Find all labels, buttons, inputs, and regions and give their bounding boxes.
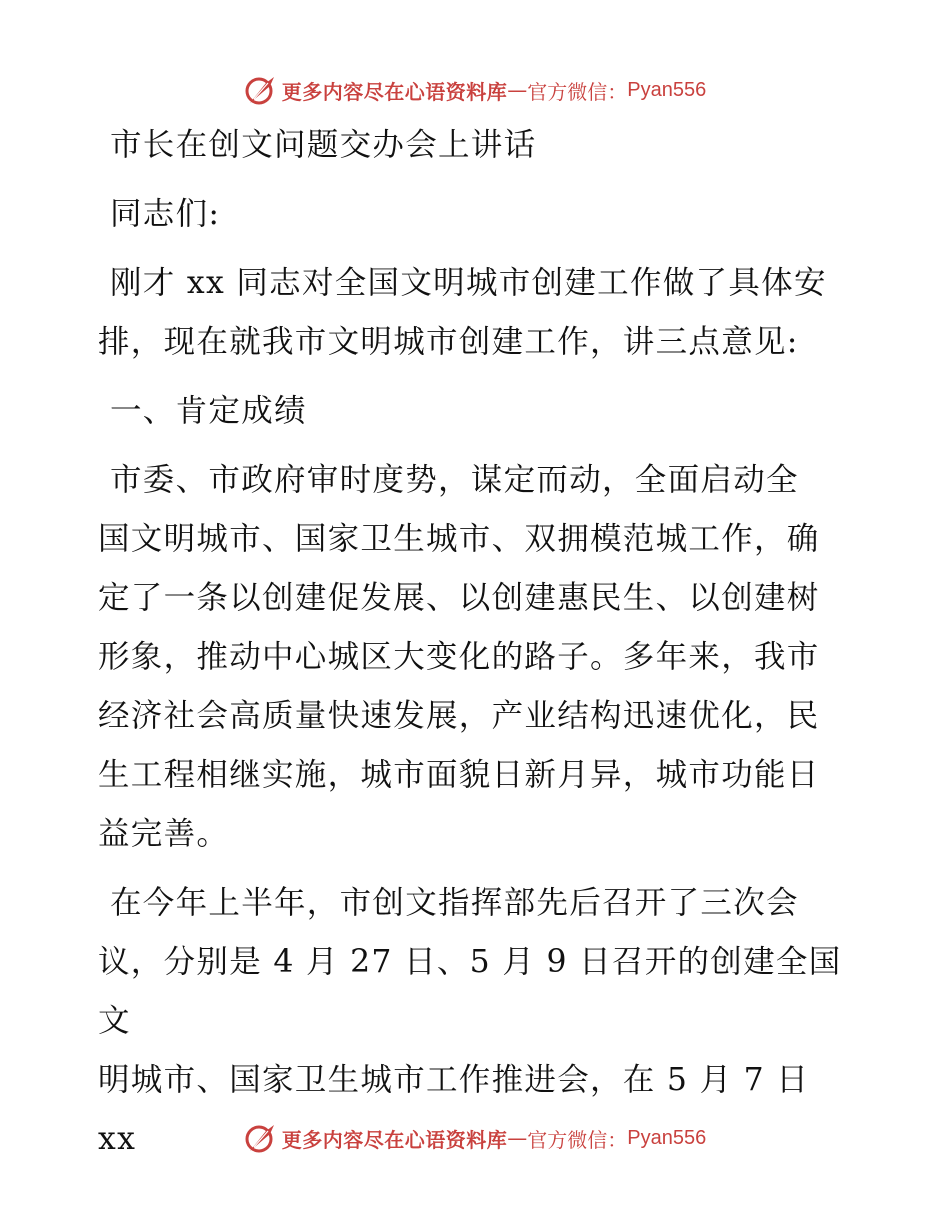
text-line: 形象，推动中心城区大变化的路子。多年来，我市 <box>98 639 820 675</box>
text-line: 刚才 xx 同志对全国文明城市创建工作做了具体安 <box>110 265 827 301</box>
text-line: 明城市、国家卫生城市工作推进会，在 5 月 7 日 xx <box>98 1062 810 1157</box>
text-line: 经济社会高质量快速发展，产业结构迅速优化，民 <box>98 698 820 734</box>
text-line: 生工程相继实施，城市面貌日新月异，城市功能日 <box>98 757 820 793</box>
quill-logo-icon <box>244 73 278 107</box>
text-line: 市委、市政府审时度势，谋定而动，全面启动全 <box>110 462 799 498</box>
watermark-wechat-id: Pyan556 <box>627 78 707 101</box>
text-line: 在今年上半年，市创文指挥部先后召开了三次会 <box>110 885 799 921</box>
intro-paragraph <box>98 254 858 372</box>
text-line: 定了一条以创建促发展、以创建惠民生、以创建树 <box>98 580 820 616</box>
section-heading: 一、肯定成绩 <box>110 393 307 429</box>
text-line: 益完善。 <box>98 816 230 852</box>
salutation: 同志们: <box>110 196 221 232</box>
watermark-banner-top <box>0 70 950 110</box>
document-title: 市长在创文问题交办会上讲话 <box>110 127 537 163</box>
watermark-separator: — <box>507 78 528 102</box>
watermark-label: 官方微信： <box>527 1127 628 1152</box>
watermark-main-text: 更多内容尽在心语资料库 <box>281 1127 508 1152</box>
watermark-banner-bottom <box>0 1118 950 1158</box>
paragraph-achievements <box>98 451 858 864</box>
watermark-label: 官方微信： <box>527 79 628 104</box>
document-body <box>98 116 858 1169</box>
text-line: 国文明城市、国家卫生城市、双拥模范城工作，确 <box>98 521 820 557</box>
text-line: 排，现在就我市文明城市创建工作，讲三点意见: <box>98 324 799 360</box>
watermark-main-text: 更多内容尽在心语资料库 <box>281 79 508 104</box>
text-line: 议，分别是 4 月 27 日、5 月 9 日召开的创建全国文 <box>98 944 842 1039</box>
watermark-separator: — <box>507 1126 528 1150</box>
quill-logo-icon <box>244 1121 278 1155</box>
watermark-wechat-id: Pyan556 <box>627 1126 707 1149</box>
